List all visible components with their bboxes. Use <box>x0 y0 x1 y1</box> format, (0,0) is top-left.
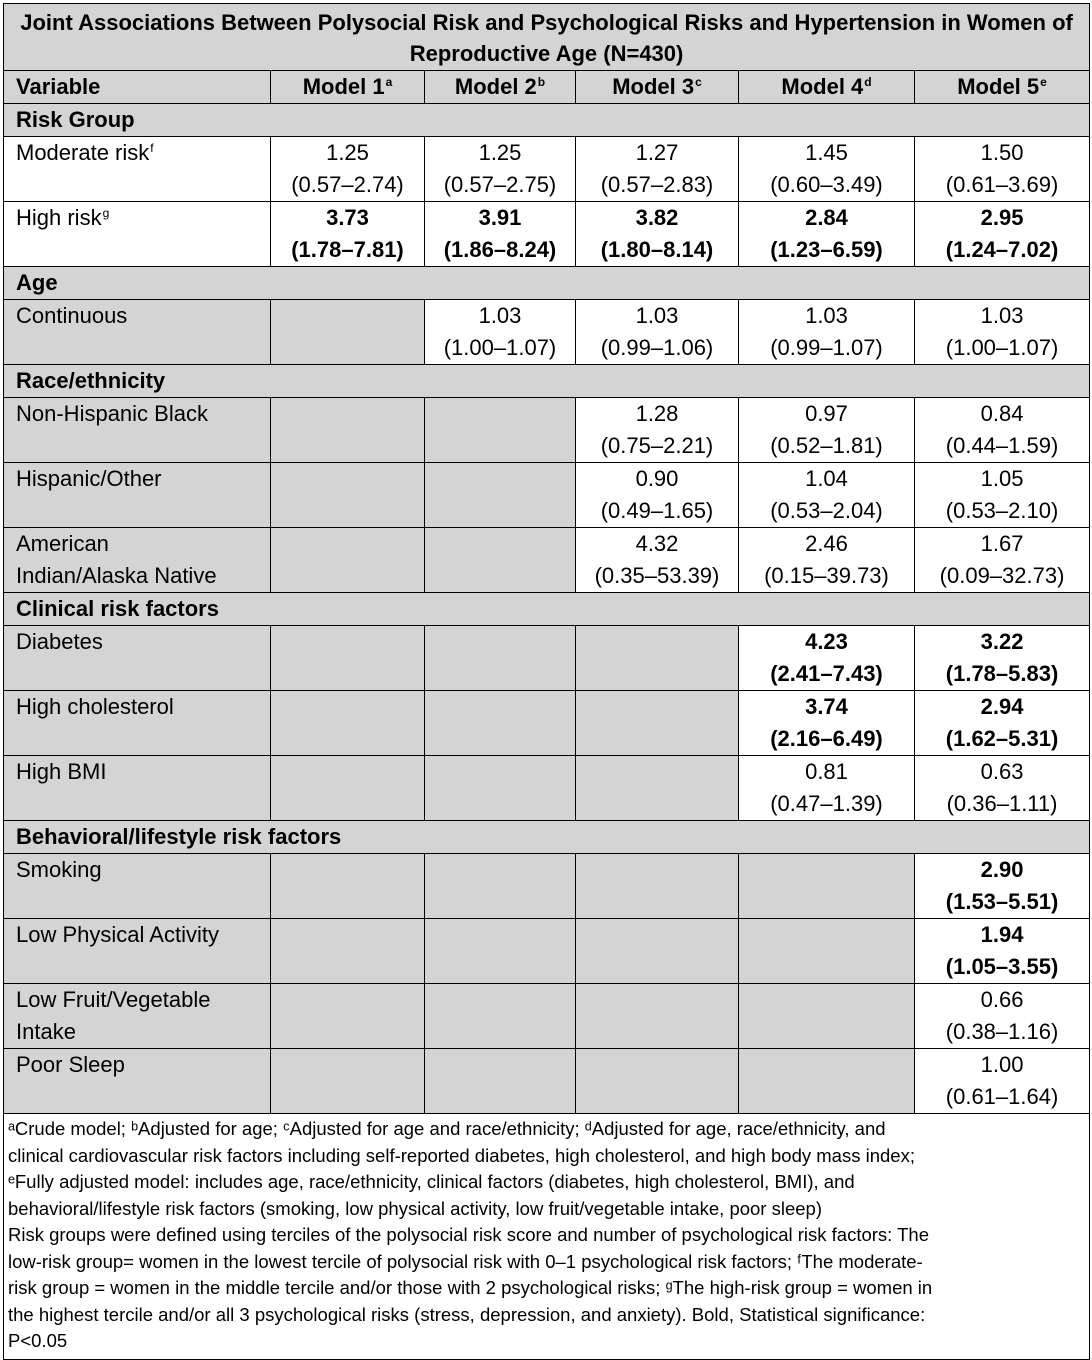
confidence-interval: (0.38–1.16) <box>945 1019 1059 1044</box>
footnote-line: low-risk group= women in the lowest tercile of polysocial risk with 0–1 psychological risk factors; ᶠThe moderate- <box>8 1250 923 1272</box>
model-3-empty-cell <box>576 756 739 821</box>
model-5-cell <box>915 398 1090 463</box>
odds-ratio: 1.25 <box>326 140 369 165</box>
model-2-empty-cell <box>425 398 576 463</box>
footnote-line: behavioral/lifestyle risk factors (smoking, low physical activity, low fruit/vegetable intake, poor sleep) <box>8 1197 822 1219</box>
confidence-interval: (0.35–53.39) <box>594 563 720 588</box>
confidence-interval: (0.57–2.74) <box>291 172 404 197</box>
row-label-text: Non-Hispanic Black <box>16 401 208 426</box>
odds-ratio: 1.03 <box>805 303 848 328</box>
row-label <box>4 919 271 984</box>
confidence-interval: (0.57–2.83) <box>600 172 714 197</box>
model-5-cell <box>915 984 1090 1049</box>
odds-ratio: 0.90 <box>635 466 679 491</box>
model-1-empty-cell <box>271 398 425 463</box>
confidence-interval: (0.44–1.59) <box>945 433 1059 458</box>
odds-ratio: 3.74 <box>805 694 848 719</box>
table-row-low-fruit-vegetable-intake <box>4 984 1090 1049</box>
odds-ratio: 2.84 <box>805 205 848 230</box>
model-2-empty-cell <box>425 1049 576 1114</box>
confidence-interval: (0.61–3.69) <box>945 172 1059 197</box>
odds-ratio: 0.63 <box>980 759 1024 784</box>
confidence-interval: (1.78–7.81) <box>291 237 404 262</box>
model-3-empty-cell <box>576 626 739 691</box>
model-4-cell <box>739 398 915 463</box>
column-header-row <box>4 71 1090 104</box>
model-3-cell <box>576 398 739 463</box>
model-label: Model 3 <box>612 74 695 99</box>
footnote-line: P<0.05 <box>8 1330 68 1351</box>
footnote-marker: a <box>385 75 393 89</box>
model-5-cell <box>915 528 1090 593</box>
model-4-empty-cell <box>739 984 915 1049</box>
odds-ratio: 1.50 <box>980 140 1024 165</box>
model-1-empty-cell <box>271 626 425 691</box>
confidence-interval: (1.00–1.07) <box>443 335 557 360</box>
table-row-continuous <box>4 300 1090 365</box>
footnote-line: ᵉFully adjusted model: includes age, race/ethnicity, clinical factors (diabetes, high cholesterol, BMI), and <box>8 1171 855 1192</box>
model-1-cell <box>271 202 425 267</box>
model-5-cell <box>915 854 1090 919</box>
model-2-empty-cell <box>425 984 576 1049</box>
odds-ratio: 0.66 <box>980 987 1024 1012</box>
confidence-interval: (0.49–1.65) <box>600 498 714 523</box>
row-label <box>4 854 271 919</box>
footnote-marker: e <box>1040 75 1047 89</box>
model-4-cell <box>739 202 915 267</box>
model-3-empty-cell <box>576 854 739 919</box>
section-title: Age <box>4 267 1090 300</box>
row-label <box>4 626 271 691</box>
confidence-interval: (0.15–39.73) <box>764 563 889 588</box>
model-2-empty-cell <box>425 626 576 691</box>
model-1-empty-cell <box>271 463 425 528</box>
model-1-empty-cell <box>271 1049 425 1114</box>
model-4-cell <box>739 463 915 528</box>
model-4-cell <box>739 300 915 365</box>
confidence-interval: (0.60–3.49) <box>770 172 883 197</box>
section-header-risk-group <box>4 104 1090 137</box>
column-header-model-4 <box>739 71 915 104</box>
column-header-model-1 <box>271 71 425 104</box>
row-label-text: Poor Sleep <box>16 1052 125 1077</box>
model-3-empty-cell <box>576 984 739 1049</box>
table-row-poor-sleep <box>4 1049 1090 1114</box>
row-label <box>4 984 271 1049</box>
confidence-interval: (1.05–3.55) <box>945 954 1059 979</box>
row-label <box>4 463 271 528</box>
footnote-marker: g <box>102 206 110 220</box>
model-4-cell <box>739 756 915 821</box>
confidence-interval: (1.23–6.59) <box>770 237 883 262</box>
footnote-line: risk group = women in the middle tercile and/or those with 2 psychological risks; ᵍThe high-risk group = women in <box>8 1277 933 1298</box>
odds-ratio: 4.23 <box>805 629 848 654</box>
confidence-interval: (0.61–1.64) <box>945 1084 1059 1109</box>
table-row-american-indian-alaska-native <box>4 528 1090 593</box>
model-3-empty-cell <box>576 1049 739 1114</box>
odds-ratio: 3.82 <box>635 205 679 230</box>
footnote-marker: c <box>695 75 702 89</box>
model-2-empty-cell <box>425 528 576 593</box>
footnote-line: Risk groups were defined using terciles of the polysocial risk score and number of psychological risk factors: The <box>8 1224 929 1245</box>
row-label-text: High risk <box>16 205 102 230</box>
row-label <box>4 202 271 267</box>
confidence-interval: (2.16–6.49) <box>770 726 883 751</box>
footnote-marker: b <box>537 75 546 89</box>
column-header-model-2 <box>425 71 576 104</box>
odds-ratio: 2.90 <box>980 857 1024 882</box>
odds-ratio: 2.46 <box>805 531 848 556</box>
row-label-text: Continuous <box>16 303 128 328</box>
odds-ratio: 1.28 <box>635 401 679 426</box>
model-5-cell <box>915 1049 1090 1114</box>
odds-ratio: 1.45 <box>805 140 848 165</box>
table-row-non-hispanic-black <box>4 398 1090 463</box>
odds-ratio: 2.94 <box>980 694 1024 719</box>
column-header-variable: Variable <box>4 71 271 104</box>
row-label-line: Intake <box>16 1019 76 1044</box>
row-label-text: High BMI <box>16 759 107 784</box>
model-1-cell <box>271 137 425 202</box>
results-table-container <box>3 3 1089 1360</box>
model-1-empty-cell <box>271 691 425 756</box>
model-2-empty-cell <box>425 854 576 919</box>
odds-ratio: 2.95 <box>980 205 1024 230</box>
table-row-smoking <box>4 854 1090 919</box>
row-label <box>4 398 271 463</box>
odds-ratio: 1.27 <box>635 140 679 165</box>
table-row-moderate-risk <box>4 137 1090 202</box>
confidence-interval: (0.99–1.07) <box>770 335 883 360</box>
row-label <box>4 1049 271 1114</box>
table-row-diabetes <box>4 626 1090 691</box>
model-5-cell <box>915 137 1090 202</box>
model-2-cell <box>425 137 576 202</box>
model-3-empty-cell <box>576 919 739 984</box>
confidence-interval: (1.24–7.02) <box>945 237 1059 262</box>
model-4-empty-cell <box>739 854 915 919</box>
confidence-interval: (1.80–8.14) <box>600 237 714 262</box>
model-1-empty-cell <box>271 300 425 365</box>
odds-ratio: 4.32 <box>635 531 679 556</box>
confidence-interval: (0.52–1.81) <box>770 433 883 458</box>
results-table <box>3 3 1090 1360</box>
odds-ratio: 3.22 <box>980 629 1024 654</box>
confidence-interval: (0.53–2.04) <box>770 498 883 523</box>
table-title: Joint Associations Between Polysocial Risk and Psychological Risks and Hypertension in Women of Reproductive Age (N=430) <box>4 4 1090 71</box>
footnote-line: ᵃCrude model; ᵇAdjusted for age; ᶜAdjusted for age and race/ethnicity; ᵈAdjusted for age, race/ethnicity, and <box>8 1118 886 1139</box>
model-4-cell <box>739 626 915 691</box>
model-4-cell <box>739 691 915 756</box>
model-1-empty-cell <box>271 528 425 593</box>
model-3-cell <box>576 300 739 365</box>
model-2-empty-cell <box>425 756 576 821</box>
table-row-high-cholesterol <box>4 691 1090 756</box>
model-2-cell <box>425 300 576 365</box>
row-label <box>4 300 271 365</box>
odds-ratio: 1.25 <box>478 140 522 165</box>
confidence-interval: (0.36–1.11) <box>946 791 1058 816</box>
model-3-cell <box>576 137 739 202</box>
section-header-age <box>4 267 1090 300</box>
model-3-cell <box>576 463 739 528</box>
model-2-empty-cell <box>425 463 576 528</box>
model-2-cell <box>425 202 576 267</box>
model-1-empty-cell <box>271 854 425 919</box>
row-label-text: Hispanic/Other <box>16 466 162 491</box>
model-1-empty-cell <box>271 756 425 821</box>
model-5-cell <box>915 463 1090 528</box>
odds-ratio: 1.00 <box>980 1052 1024 1077</box>
section-title: Risk Group <box>4 104 1090 137</box>
model-4-cell <box>739 137 915 202</box>
table-footnote <box>4 1114 1090 1360</box>
table-row-high-bmi <box>4 756 1090 821</box>
model-label: Model 1 <box>302 74 385 99</box>
model-5-cell <box>915 202 1090 267</box>
row-label <box>4 756 271 821</box>
row-label <box>4 528 271 593</box>
confidence-interval: (0.75–2.21) <box>600 433 714 458</box>
confidence-interval: (1.62–5.31) <box>945 726 1059 751</box>
footnote-marker: f <box>150 141 154 155</box>
footnote-line: the highest tercile and/or all 3 psychological risks (stress, depression, and anxiety). Bold, Statistical significance: <box>8 1303 926 1325</box>
model-label: Model 4 <box>781 74 864 99</box>
model-5-cell <box>915 919 1090 984</box>
table-row-hispanic-other <box>4 463 1090 528</box>
model-1-empty-cell <box>271 984 425 1049</box>
confidence-interval: (1.86–8.24) <box>443 237 557 262</box>
row-label-text: Low Physical Activity <box>16 922 219 947</box>
model-2-empty-cell <box>425 691 576 756</box>
model-4-empty-cell <box>739 1049 915 1114</box>
confidence-interval: (1.00–1.07) <box>945 335 1059 360</box>
row-label <box>4 137 271 202</box>
footnote-row <box>4 1114 1090 1360</box>
model-3-cell <box>576 202 739 267</box>
odds-ratio: 1.94 <box>980 922 1024 947</box>
row-label-text: Smoking <box>16 857 102 882</box>
model-label: Model 2 <box>454 74 537 99</box>
model-2-empty-cell <box>425 919 576 984</box>
section-header-behavioral-lifestyle-risk-factors <box>4 821 1090 854</box>
odds-ratio: 1.03 <box>478 303 522 328</box>
odds-ratio: 1.67 <box>980 531 1024 556</box>
table-row-high-risk <box>4 202 1090 267</box>
odds-ratio: 0.81 <box>805 759 848 784</box>
odds-ratio: 3.91 <box>478 205 522 230</box>
odds-ratio: 1.04 <box>805 466 848 491</box>
odds-ratio: 1.05 <box>980 466 1024 491</box>
confidence-interval: (0.57–2.75) <box>443 172 557 197</box>
odds-ratio: 0.97 <box>805 401 848 426</box>
section-header-clinical-risk-factors <box>4 593 1090 626</box>
row-label-line: American <box>16 531 109 556</box>
model-5-cell <box>915 626 1090 691</box>
section-title: Clinical risk factors <box>4 593 1090 626</box>
footnote-marker: d <box>864 75 872 89</box>
confidence-interval: (1.53–5.51) <box>945 889 1059 914</box>
section-title: Race/ethnicity <box>4 365 1090 398</box>
odds-ratio: 3.73 <box>326 205 369 230</box>
column-header-model-5 <box>915 71 1090 104</box>
row-label <box>4 691 271 756</box>
row-label-text: Diabetes <box>16 629 103 654</box>
model-label: Model 5 <box>957 74 1040 99</box>
row-label-text: Moderate risk <box>16 140 150 165</box>
confidence-interval: (0.53–2.10) <box>945 498 1059 523</box>
model-4-empty-cell <box>739 919 915 984</box>
row-label-line: Low Fruit/Vegetable <box>16 987 211 1012</box>
odds-ratio: 1.03 <box>980 303 1024 328</box>
odds-ratio: 1.03 <box>635 303 679 328</box>
table-row-low-physical-activity <box>4 919 1090 984</box>
model-5-cell <box>915 300 1090 365</box>
odds-ratio: 0.84 <box>980 401 1024 426</box>
confidence-interval: (2.41–7.43) <box>770 661 883 686</box>
row-label-text: High cholesterol <box>16 694 174 719</box>
section-header-race-ethnicity <box>4 365 1090 398</box>
confidence-interval: (1.78–5.83) <box>945 661 1059 686</box>
model-5-cell <box>915 756 1090 821</box>
row-label-line: Indian/Alaska Native <box>16 563 217 588</box>
model-3-empty-cell <box>576 691 739 756</box>
confidence-interval: (0.09–32.73) <box>939 563 1065 588</box>
section-title: Behavioral/lifestyle risk factors <box>4 821 1090 854</box>
footnote-line: clinical cardiovascular risk factors including self-reported diabetes, high cholesterol, and high body mass index; <box>8 1144 915 1166</box>
model-4-cell <box>739 528 915 593</box>
column-header-model-3 <box>576 71 739 104</box>
confidence-interval: (0.47–1.39) <box>770 791 883 816</box>
confidence-interval: (0.99–1.06) <box>600 335 714 360</box>
model-3-cell <box>576 528 739 593</box>
model-1-empty-cell <box>271 919 425 984</box>
model-5-cell <box>915 691 1090 756</box>
